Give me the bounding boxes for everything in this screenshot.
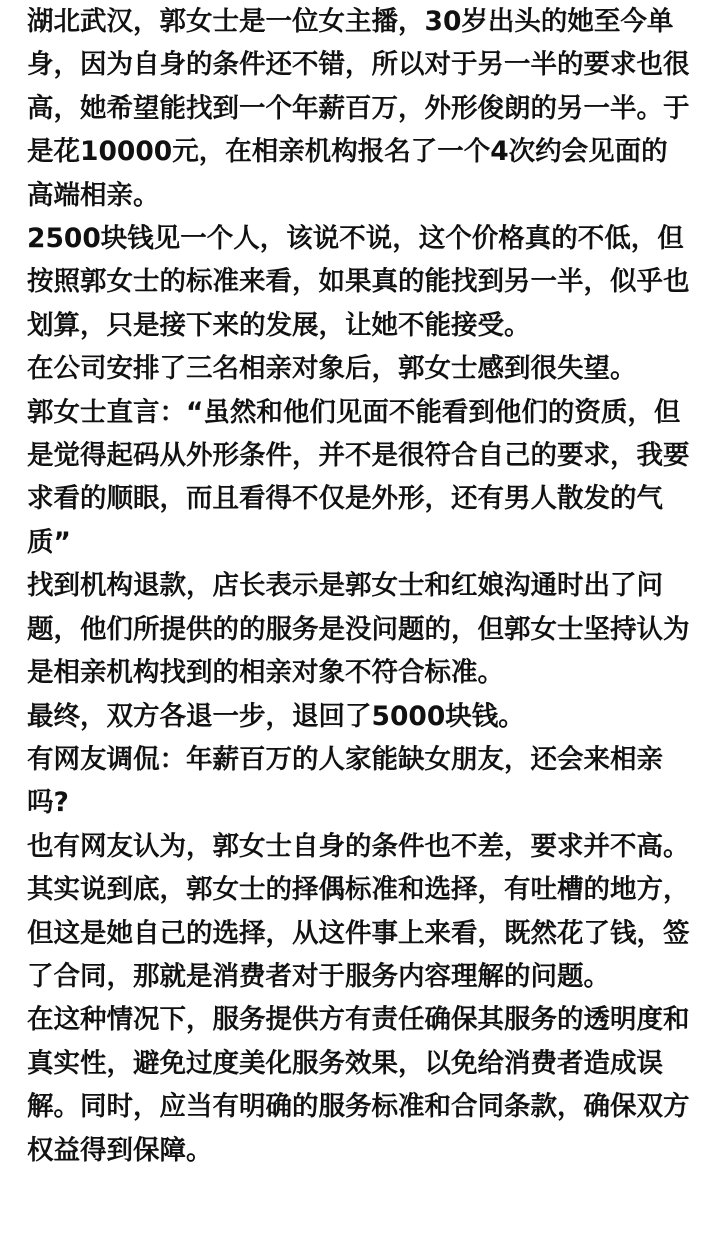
paragraph-3: 在公司安排了三名相亲对象后，郭女士感到很失望。: [27, 353, 637, 385]
paragraph-2: 2500块钱见一个人，该说不说，这个价格真的不低，但按照郭女士的标准来看，如果真的能找到另一半，似乎也划算，只是接下来的发展，让她不能接受。: [27, 223, 690, 341]
article-body: [27, 0, 692, 1172]
paragraph-9: 其实说到底，郭女士的择偶标准和选择，有吐槽的地方，但这是她自己的选择，从这件事上来看，既然花了钱，签了合同，那就是消费者对于服务内容理解的问题。: [27, 874, 690, 992]
paragraph-6: 最终，双方各退一步，退回了5000块钱。: [27, 700, 525, 732]
paragraph-10: 在这种情况下，服务提供方有责任确保其服务的透明度和真实性，避免过度美化服务效果，以免给消费者造成误解。同时，应当有明确的服务标准和合同条款，确保双方权益得到保障。: [27, 1004, 690, 1166]
paragraph-4: 郭女士直言：“虽然和他们见面不能看到他们的资质，但是觉得起码从外形条件，并不是很符合自己的要求，我要求看的顺眼，而且看得不仅是外形，还有男人散发的气质”: [27, 396, 690, 558]
paragraph-7: 有网友调侃：年薪百万的人家能缺女朋友，还会来相亲吗?: [27, 743, 663, 819]
paragraph-5: 找到机构退款，店长表示是郭女士和红娘沟通时出了问题，他们所提供的的服务是没问题的，但郭女士坚持认为是相亲机构找到的相亲对象不符合标准。: [27, 570, 690, 689]
paragraph-8: 也有网友认为，郭女士自身的条件也不差，要求并不高。: [27, 830, 690, 862]
paragraph-1: 湖北武汉，郭女士是一位女主播，30岁出头的她至今单身，因为自身的条件还不错，所以对于另一半的要求也很高，她希望能找到一个年薪百万，外形俊朗的另一半。于是花10000元，在相亲机构报名了一个4次约会见面的高端相亲。: [27, 6, 690, 211]
